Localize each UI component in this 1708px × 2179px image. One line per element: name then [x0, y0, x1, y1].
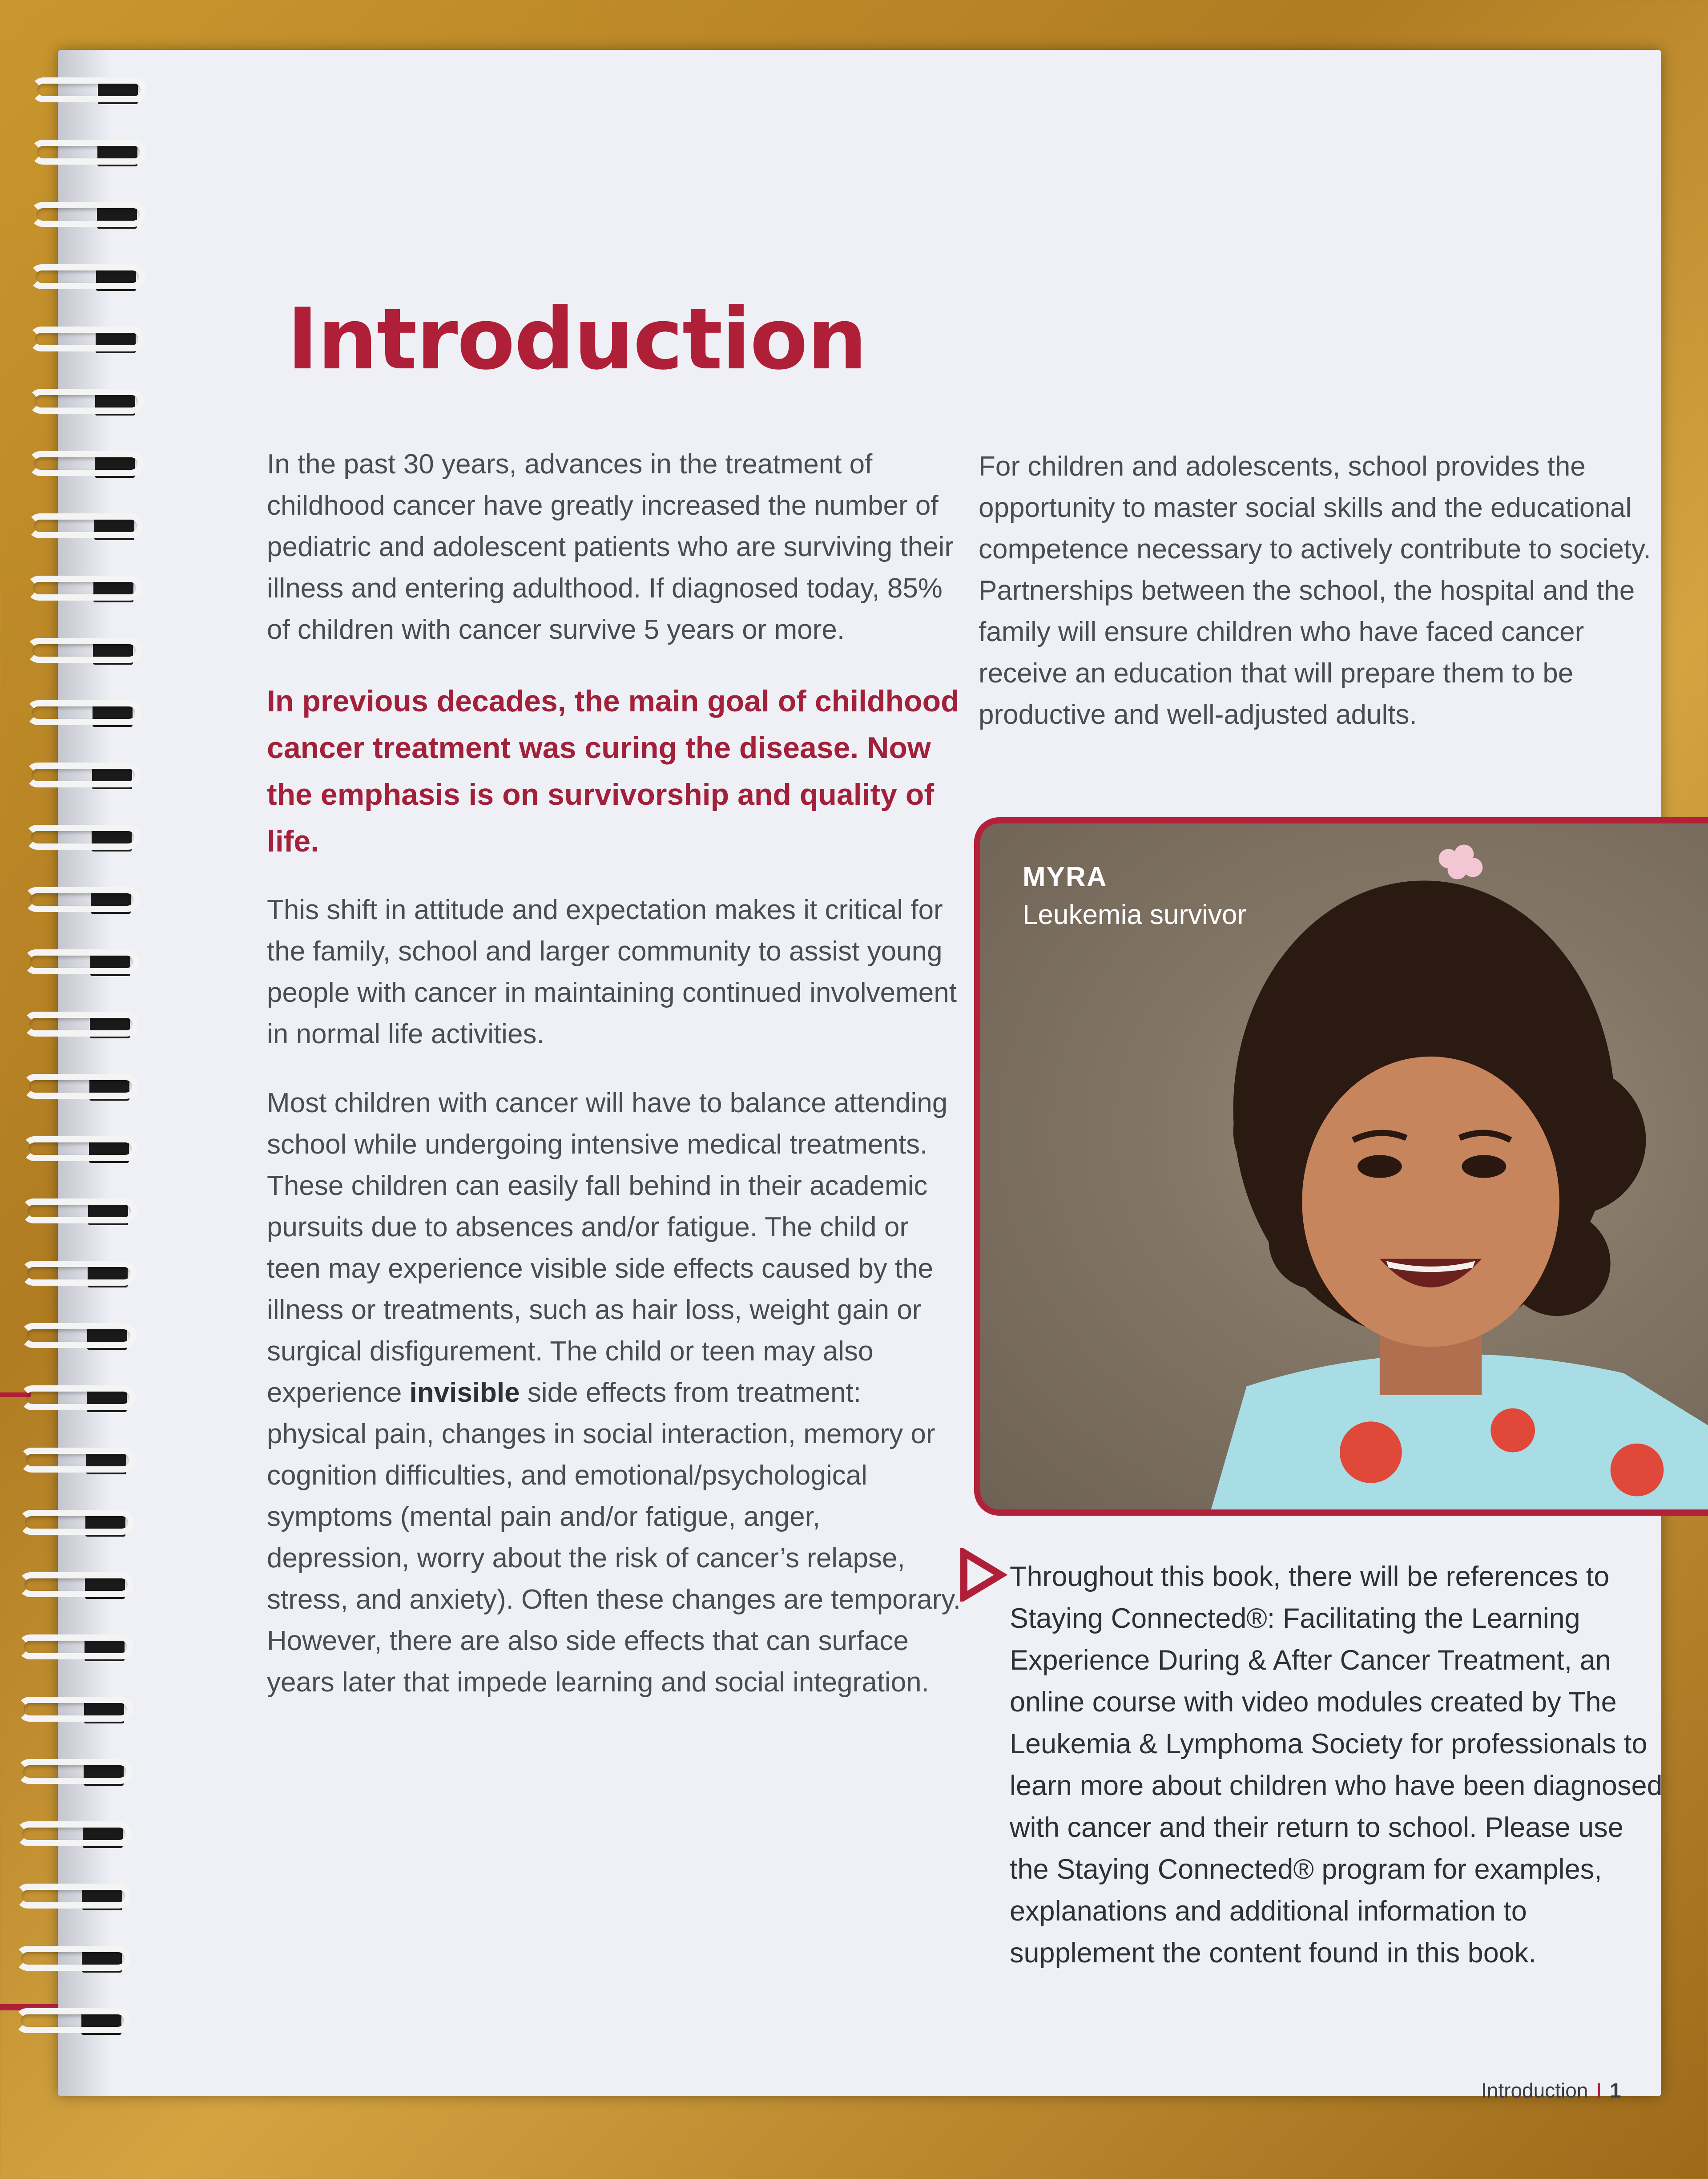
- spiral-coil: [4, 200, 137, 232]
- staying-connected-reference: Throughout this book, there will be references to Staying Connected®: Facilitating the Learning Experience During & After Cancer Treatment, an online course with video modules created by The Leukemia & Lymphoma Society for professionals to learn more about children who have been diagnosed with cancer and their return to school. Please use the Staying Connected® program for examples, explanations and additional information to supplement the content found in this book.: [1010, 1561, 1663, 1969]
- spiral-binding: [4, 76, 147, 2078]
- spiral-coil: [0, 885, 131, 917]
- spiral-coil: [0, 1882, 122, 1914]
- footer-section: Introduction: [1481, 2079, 1588, 2102]
- spiral-coil: [0, 1446, 126, 1478]
- spiral-coil: [0, 823, 132, 855]
- intro-paragraph-2: This shift in attitude and expectation makes it critical for the family, school and larger community to assist young people with cancer in maintaining continued involvement in normal life activities.: [267, 895, 957, 1049]
- spiral-coil: [0, 761, 132, 793]
- spiral-coil: [0, 698, 133, 730]
- spiral-coil: [1, 449, 135, 481]
- spiral-coil: [0, 1944, 122, 1976]
- school-paragraph: For children and adolescents, school provides the opportunity to master social skills and the educational competence necessary to actively contribute to society. Partnerships between the school, the hospital and the family will ensure children who have faced cancer receive an education that will prepare them to be productive and well-adjusted adults.: [979, 451, 1651, 730]
- spiral-coil: [0, 1508, 125, 1540]
- page-title: Introduction: [287, 290, 866, 388]
- book-page: [58, 50, 1663, 2102]
- spiral-coil: [0, 1384, 127, 1416]
- invisible-emphasis: invisible: [409, 1377, 520, 1408]
- left-column: [267, 444, 961, 1731]
- spiral-coil: [0, 1570, 125, 1602]
- spiral-coil: [0, 574, 133, 606]
- spiral-coil: [0, 1072, 129, 1104]
- spiral-coil: [0, 1695, 124, 1727]
- spiral-coil: [4, 76, 138, 108]
- spiral-coil: [2, 325, 136, 357]
- highlight-quote: In previous decades, the main goal of childhood cancer treatment was curing the disease. Now the emphasis is on survivorship and quality of life.: [267, 684, 959, 858]
- spiral-coil: [0, 636, 133, 668]
- spiral-coil: [0, 1820, 123, 1852]
- play-triangle-icon: [959, 1548, 1007, 1602]
- spiral-coil: [0, 1757, 124, 1789]
- right-column: [979, 446, 1672, 763]
- spiral-coil: [2, 387, 135, 419]
- spiral-coil: [0, 1259, 128, 1291]
- paragraph-3-start: Most children with cancer will have to balance attending school while undergoing intensive medical treatments. These children can easily fall behind in their academic pursuits due to absences and/or fatigue. The child or teen may experience visible side effects caused by the illness or treatments, such as hair loss, weight gain or surgical disfigurement. The child or teen may also experience: [267, 1088, 948, 1408]
- page-number: 1: [1610, 2079, 1621, 2102]
- intro-paragraph-3: [267, 1082, 961, 1703]
- survivor-photo: [974, 817, 1708, 1516]
- photo-caption-subtitle: Leukemia survivor: [1023, 900, 1247, 930]
- spiral-coil: [3, 262, 136, 295]
- footer-separator: I: [1596, 2079, 1602, 2102]
- spiral-coil: [0, 1134, 129, 1166]
- intro-paragraph-1: In the past 30 years, advances in the treatment of childhood cancer have greatly increased the number of pediatric and adolescent patients who are surviving their illness and entering adulthood. If diagnosed today, 85% of children with cancer survive 5 years or more.: [267, 449, 954, 645]
- spiral-coil: [0, 1010, 130, 1042]
- spiral-coil: [0, 1321, 127, 1353]
- paragraph-3-end: side effects from treatment: physical pain, changes in social interaction, memory or cognition difficulties, and emotional/psychological symptoms (mental pain and/or fatigue, anger, depression, worry about the risk of cancer’s relapse, stress, and anxiety). Often these changes are temporary. However, there are also side effects that can surface years later that impede learning and social integration.: [267, 1377, 961, 1698]
- page-footer: [1481, 2078, 1621, 2102]
- spiral-coil: [4, 138, 137, 170]
- spiral-coil: [0, 948, 130, 980]
- spiral-coil: [0, 2006, 121, 2038]
- spiral-coil: [1, 512, 134, 544]
- spiral-coil: [0, 1633, 125, 1665]
- spiral-coil: [0, 1197, 128, 1229]
- photo-caption-name: MYRA: [1023, 862, 1108, 892]
